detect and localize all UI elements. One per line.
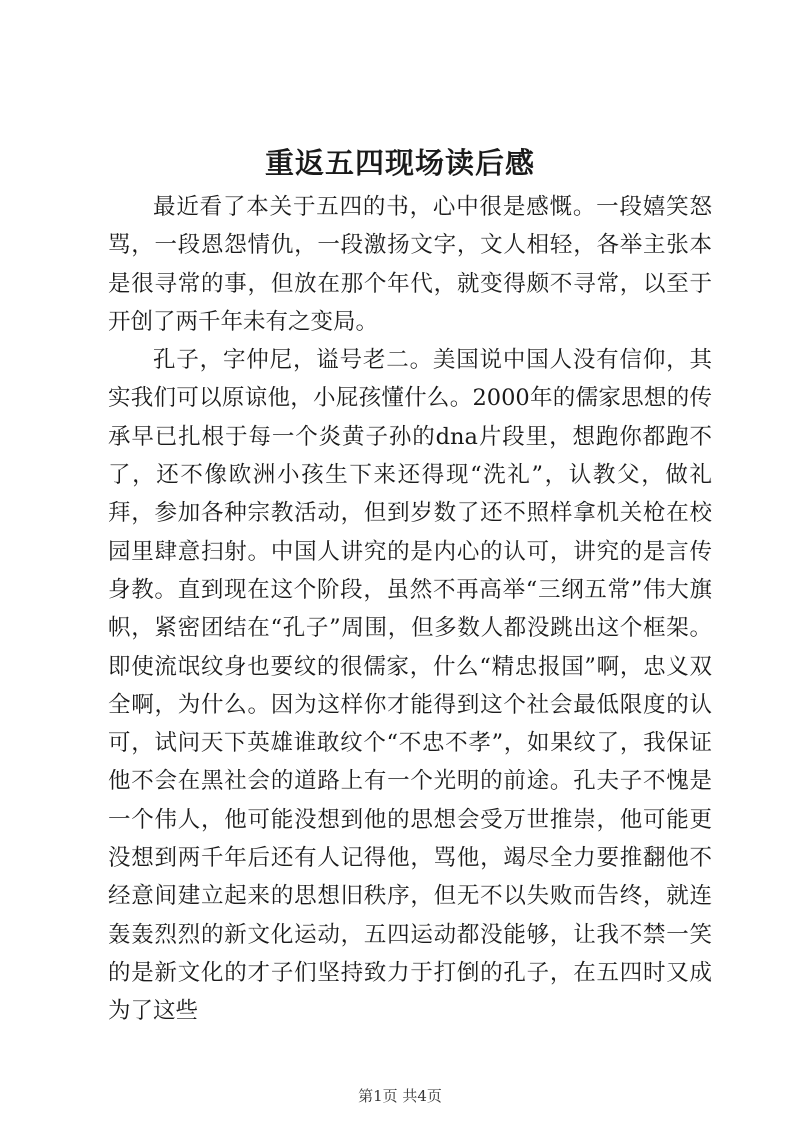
paragraph-2: 孔子，字仲尼，谥号老二。美国说中国人没有信仰，其实我们可以原谅他，小屁孩懂什么。2000年的儒家思想的传承早已扎根于每一个炎黄子孙的dna片段里，想跑你都跑不了，还不像欧洲小孩生下来还得现“洗礼”，认教父，做礼拜，参加各种宗教活动，但到岁数了还不照样拿机关枪在校园里肆意扫射。中国人讲究的是内心的认可，讲究的是言传身教。直到现在这个阶段，虽然不再高举“三纲五常”伟大旗帜，紧密团结在“孔子”周围，但多数人都没跳出这个框架。即使流氓纹身也要纹的很儒家，什么“精忠报国”啊，忠义双全啊，为什么。因为这样你才能得到这个社会最低限度的认可，试问天下英雄谁敢纹个“不忠不孝”，如果纹了，我保证他不会在黑社会的道路上有一个光明的前途。孔夫子不愧是一个伟人，他可能没想到他的思想会受万世推崇，他可能更没想到两千年后还有人记得他，骂他，竭尽全力要推翻他不经意间建立起来的思想旧秩序，但无不以失败而告终，就连轰轰烈烈的新文化运动，五四运动都没能够，让我不禁一笑的是新文化的才子们坚持致力于打倒的孔子，在五四时又成为了这些 [108, 347, 712, 1025]
paragraph-1: 最近看了本关于五四的书，心中很是感慨。一段嬉笑怒骂，一段恩怨情仇，一段激扬文字，文人相轻，各举主张本是很寻常的事，但放在那个年代，就变得颇不寻常，以至于开创了两千年未有之变局。 [108, 194, 712, 335]
page-footer: 第1页 共4页 [358, 1087, 442, 1105]
document-body [108, 188, 712, 1031]
document-title: 重返五四现场读后感 [264, 146, 535, 180]
